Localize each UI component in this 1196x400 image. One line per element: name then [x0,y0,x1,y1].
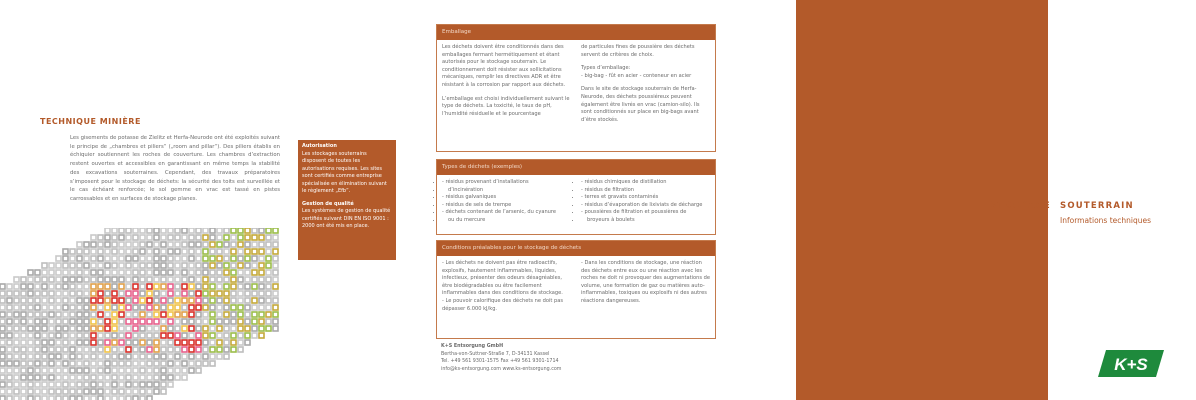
waste-types-box [436,159,716,235]
contact-block [441,343,561,373]
address: Bertha-von-Suttner-Straße 7, D-34131 Kassel [441,351,550,357]
technique-body [70,134,280,204]
list-item: • - poussières de filtration et poussières de [581,209,710,217]
packaging-text-3: de particules fines de poussière des déchets servent de critères de choix. [581,44,695,58]
list-item: • - résidus galvaniques [442,194,571,202]
cover-subtitle: Informations techniques [1060,216,1152,225]
authorization-text: Les stockages souterrains disposent de toutes les autorisations requises. Les sites sont certifiés comme entreprise spécialisée en élimination suivant le règlement „Efb“. [302,150,387,194]
cover-title [990,201,1134,211]
packaging-heading: Emballage [437,25,715,40]
packaging-types-title: Types d’emballage: [581,65,631,72]
company-name: K+S Entsorgung GmbH [441,344,504,349]
conditions-text-3: - Dans les conditions de stockage, une réaction des déchets entre eux ou une réaction avec les roches ne doit ni provoquer des augmentations de volume, une formation de gaz ou matières auto-inflammables, toxiques ou explosifs ni des autres réactions dangereuses. [581,260,710,304]
list-item: • - résidus de sels de trempe [442,202,571,210]
cover-color-band [796,0,1048,400]
list-item: • - résidus provenant d’installations [442,179,571,187]
packaging-text-2: L’emballage est choisi individuellement suivant le type de déchets. La toxicité, le taux de pH, l’humidité résiduelle et le pourcentage [442,95,570,117]
packaging-types-list: - big-bag - fût en acier - conteneur en acier [581,72,692,79]
waste-types-heading: Types de déchets (exemples) [437,160,715,175]
quality-heading: Gestion de qualité [302,200,354,207]
cover-title-right: SOUTERRAIN [1060,201,1134,211]
list-item: • d’incinération [442,187,571,195]
authorization-heading: Autorisation [302,143,337,149]
ks-logo-text: K+S [1114,355,1148,374]
technique-paragraph: Les gisements de potasse de Zielitz et Herfa-Neurode ont été exploités suivant le principe de „chambres et piliers“ („room and pillar“). Des piliers établis en échiquier soutiennent les roches de couverture. Les chambres d’extraction restent ouvertes et accessibles en garantissant en même temps la stabilité des excavations souterraines. Cependant, des travaux préparatoires s’imposent pour le stockage de déchets: la sécurité des toits est surveillée et le cas échéant renforcée; le sol gemme en vrac est tassé en pistes carrossables et en surfaces de stockage planes. [70,135,280,202]
quality-text: Les systèmes de gestion de qualité certifiés suivant DIN EN ISO 9001 : 2000 ont été mis en place. [302,208,391,229]
packaging-text-1: Les déchets doivent être conditionnés dans des emballages fermant hermétiquement et étant autorisés pour le stockage souterrain. Le conditionnement doit résister aux sollicitations mécaniques, remplir les directives ADR et être résistant à la corrosion par rapport aux déchets. [442,44,566,88]
waste-types-left [442,179,577,225]
ks-logo [1098,350,1164,377]
list-item: • - résidus chimiques de distillation [581,179,710,187]
list-item: • broyeurs à boulets [581,217,710,225]
authorization-box [298,140,396,260]
technique-title: TECHNIQUE MINIÈRE [40,117,141,126]
waste-types-right [577,179,710,225]
list-item: • ou du mercure [442,217,571,225]
list-item: • - déchets contenant de l’arsenic, du cyanure [442,209,571,217]
mine-map [0,228,280,400]
conditions-text-2: - Le pouvoir calorifique des déchets ne doit pas dépasser 6.000 kJ/kg. [442,297,563,312]
conditions-box [436,240,716,339]
list-item: • - résidus d’évaporation de lixiviats de décharge [581,202,710,210]
conditions-heading: Conditions préalables pour le stockage de déchets [437,241,715,256]
phone: Tel. +49 561 9301-1575 Fax +49 561 9301-1714 [441,359,559,365]
conditions-text-1: - Les déchets ne doivent pas être radioactifs, explosifs, hautement inflammables, liquides, infectieux, présenter des odeurs désagréables, être biodégradables ou être facilement inflammables dans des conditions de stockage. [442,260,563,297]
list-item: • - résidus de filtration [581,187,710,195]
list-item: • - terres et gravats contaminés [581,194,710,202]
cover-title-left: STOCKAGE [990,201,1051,211]
packaging-box [436,24,716,152]
packaging-text-4: Dans le site de stockage souterrain de Herfa-Neurode, des déchets poussiéreux peuvent également être livrés en vrac (camion-silo). Ils sont conditionnés sur place en big-bags avant d’être stockés. [581,86,700,123]
web: info@ks-entsorgung.com www.ks-entsorgung.com [441,366,562,372]
